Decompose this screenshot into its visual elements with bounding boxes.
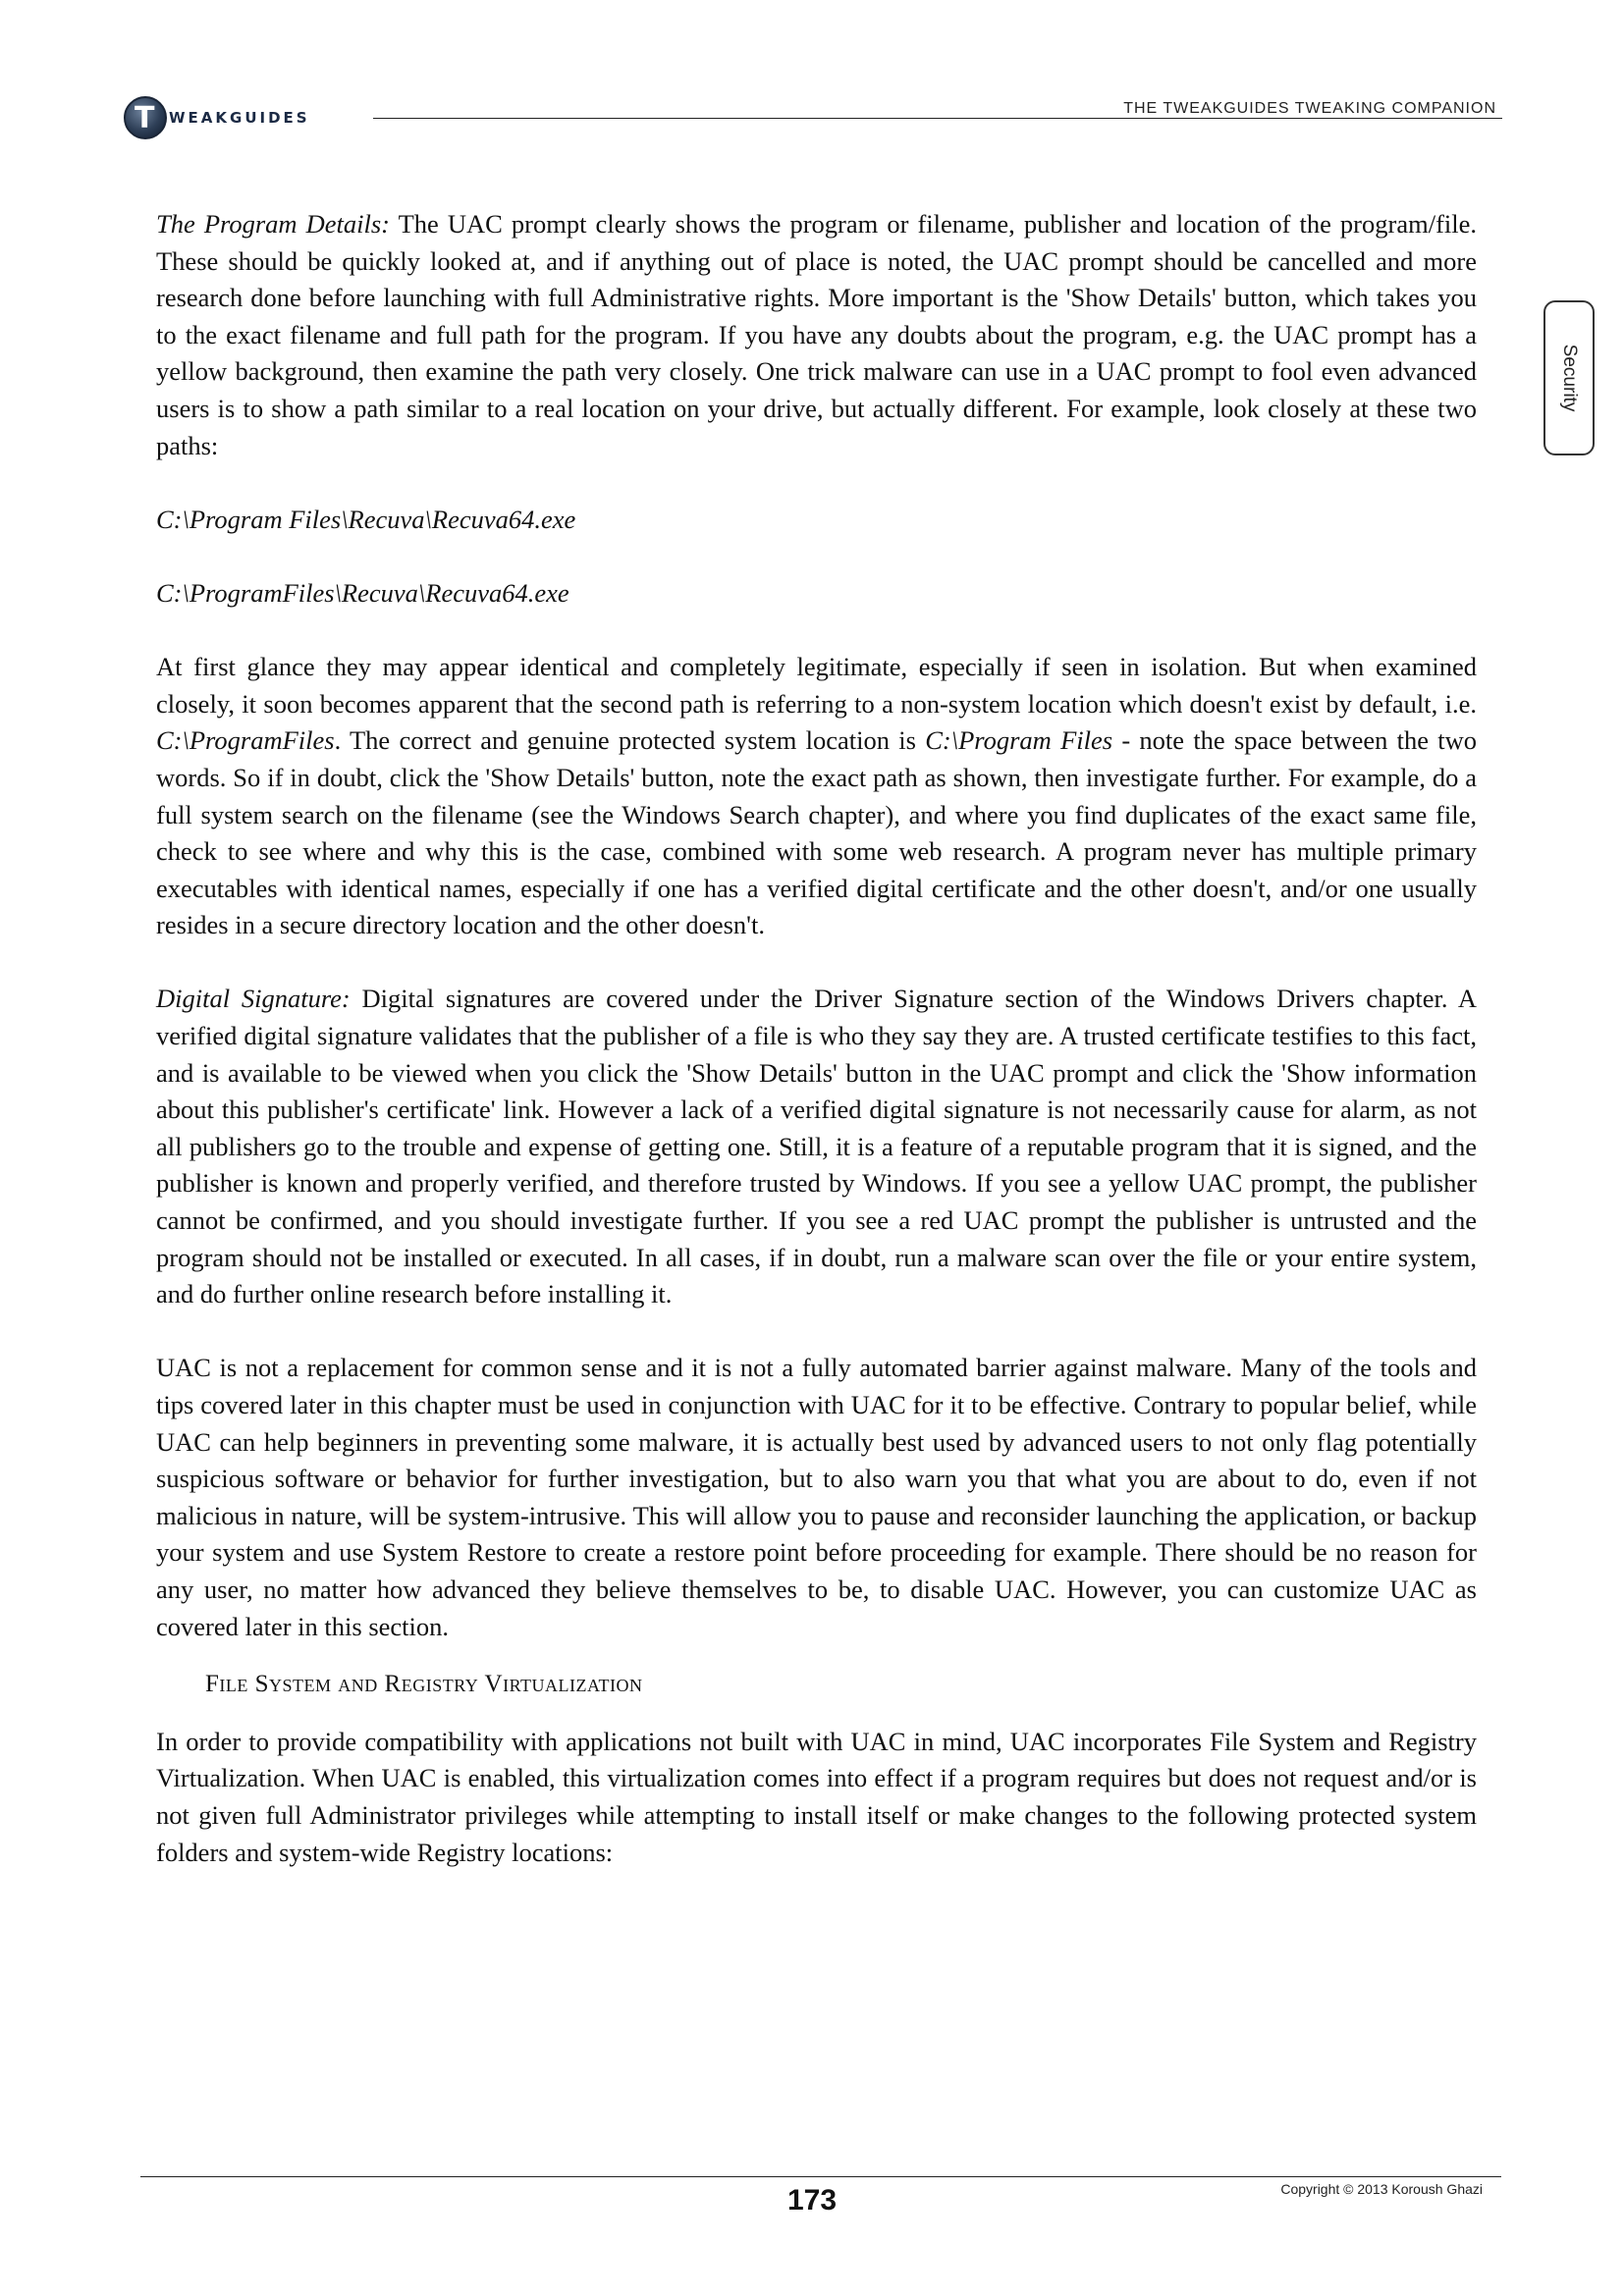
tweakguides-logo bbox=[124, 96, 359, 143]
program-details-lead: The Program Details: bbox=[156, 209, 390, 239]
header-title: THE TWEAKGUIDES TWEAKING COMPANION bbox=[1123, 100, 1496, 117]
first-glance-paragraph bbox=[156, 649, 1477, 944]
logo-badge-icon bbox=[124, 96, 167, 139]
virtualization-paragraph: In order to provide compatibility with applications not built with UAC in mind, UAC incorporates File System and Registry Virtualization. When UAC is enabled, this virtualization comes into effect if a program requires but does not request and/or is not given full Administrator privileges while attempting to install itself or make changes to the following protected system folders and system-wide Registry locations: bbox=[156, 1726, 1477, 1867]
first-glance-text-2: . The correct and genuine protected system location is bbox=[334, 725, 926, 756]
path-example-2: C:\ProgramFiles\Recuva\Recuva64.exe bbox=[156, 577, 569, 608]
path-example-1: C:\Program Files\Recuva\Recuva64.exe bbox=[156, 504, 576, 534]
section-heading: File System and Registry Virtualization bbox=[205, 1671, 643, 1698]
page-number: 173 bbox=[786, 2184, 838, 2216]
page-body bbox=[156, 206, 1477, 1871]
first-glance-text-3: - note the space between the two words. So if in doubt, click the 'Show Details' button, note the exact path as shown, then investigate further. For example, do a full system search on the filename (see the Windows Search chapter), and where you find duplicates of the exact same file, check to see where and why this is the case, combined with some web research. A program never has multiple primary executables with identical names, especially if one has a verified digital certificate and the other doesn't, and/or one usually resides in a secure directory location and the other doesn't. bbox=[156, 725, 1478, 940]
program-details-paragraph bbox=[156, 206, 1477, 464]
logo-letter: T bbox=[135, 101, 155, 135]
first-glance-path-2: C:\Program Files bbox=[925, 725, 1113, 756]
header-divider bbox=[373, 118, 1502, 119]
uac-common-sense-paragraph: UAC is not a replacement for common sense and it is not a fully automated barrier against malware. Many of the tools and tips covered later in this chapter must be used in conjunction with UAC for it to be effective. Contrary to popular belief, while UAC can help beginners in preventing some malware, it is actually best used by advanced users to not only flag potentially suspicious software or behavior for further investigation, but to also warn you that what you are about to do, even if not malicious in nature, will be system-intrusive. This will allow you to pause and reconsider launching the application, or backup your system and use System Restore to create a restore point before proceeding for example. There should be no reason for any user, no matter how advanced they believe themselves to be, to disable UAC. However, you can customize UAC as covered later in this section. bbox=[156, 1353, 1477, 1641]
program-details-text: The UAC prompt clearly shows the program or filename, publisher and location of the program/file. These should be quickly looked at, and if anything out of place is noted, the UAC prompt should be cancelled and more research done before launching with full Administrative rights. More important is the 'Show Details' button, which takes you to the exact filename and full path for the program. If you have any doubts about the program, e.g. the UAC prompt has a yellow background, then examine the path very closely. One trick malware can use in a UAC prompt to fool even advanced users is to show a path similar to a real location on your drive, but actually different. For example, look closely at these two paths: bbox=[156, 209, 1478, 460]
digital-signature-text: Digital signatures are covered under the Driver Signature section of the Windows Drivers chapter. A verified digital signature validates that the publisher of a file is who they say they are. A trusted certificate testifies to this fact, and is available to be viewed when you click the 'Show Details' button in the UAC prompt and click the 'Show information about this publisher's certificate' link. However a lack of a verified digital signature is not necessarily cause for alarm, as not all publishers go to the trouble and expense of getting one. Still, it is a feature of a reputable program that it is signed, and the publisher is known and properly verified, and therefore trusted by Windows. If you see a yellow UAC prompt, the publisher cannot be confirmed, and you should investigate further. If you see a red UAC prompt the publisher is untrusted and the program should not be installed or executed. In all cases, if in doubt, run a malware scan over the file or your entire system, and do further online research before installing it. bbox=[156, 984, 1477, 1309]
first-glance-text-1: At first glance they may appear identical and completely legitimate, especially if seen in isolation. But when examined closely, it soon becomes apparent that the second path is referring to a non-system location which doesn't exist by default, i.e. bbox=[156, 652, 1477, 719]
footer-divider bbox=[140, 2176, 1501, 2177]
side-tab-label: Security bbox=[1559, 344, 1580, 412]
digital-signature-paragraph bbox=[156, 981, 1477, 1312]
logo-wordmark: WEAKGUIDES bbox=[169, 109, 310, 127]
digital-signature-lead: Digital Signature: bbox=[156, 984, 351, 1014]
first-glance-path-1: C:\ProgramFiles bbox=[156, 725, 335, 756]
copyright-notice: Copyright © 2013 Koroush Ghazi bbox=[1280, 2181, 1483, 2197]
section-side-tab bbox=[1543, 300, 1595, 455]
